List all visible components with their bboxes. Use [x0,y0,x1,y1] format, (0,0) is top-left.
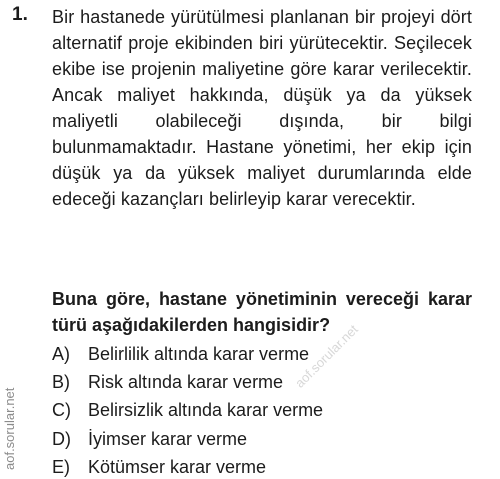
prompt-line: Buna göre, hastane yönetiminin vereceği [52,289,419,309]
option-a[interactable] [52,343,309,365]
question-line: dört alternatif proje ekibinden biri yürütecektir. [52,7,472,53]
question-line: yönetimi, her ekip için düşük ya da yüksek [52,137,472,183]
question-text [52,4,472,212]
option-b[interactable] [52,371,283,393]
option-text: Belirsizlik altında karar verme [88,400,324,420]
option-text: Risk altında karar verme [88,372,284,392]
option-letter: C) [52,400,71,420]
question-line: Bir hastanede yürütülmesi planlanan bir projeyi [52,7,435,27]
diagonal-watermark: aof.sorular.net [292,321,361,391]
question-line: belirleyip karar verecektir. [209,189,416,209]
option-text: Belirlilik altında karar verme [88,344,310,364]
question-prompt [52,286,472,338]
option-letter: D) [52,429,71,449]
option-d[interactable] [52,428,247,450]
question-line: karar verilecektir. Ancak maliyet hakkında, [52,59,472,105]
option-e[interactable] [52,456,266,478]
question-line: dışında, bir bilgi bulunmamaktadır. Hastane [52,111,472,157]
option-c[interactable] [52,399,323,421]
question-line: maliyet durumlarında elde edeceği kazançları [52,163,473,209]
option-text: Kötümser karar verme [88,457,267,477]
side-watermark: aof.sorular.net [2,387,17,470]
question-number: 1. [12,4,28,25]
prompt-line: karar türü aşağıdakilerden hangisidir? [52,289,472,335]
option-letter: A) [52,344,70,364]
question-line: düşük ya da yüksek maliyetli olabileceği [52,85,472,131]
question-line: Seçilecek ekibe ise projenin maliyetine göre [52,33,472,79]
option-letter: E) [52,457,70,477]
option-letter: B) [52,372,70,392]
option-text: İyimser karar verme [88,429,248,449]
